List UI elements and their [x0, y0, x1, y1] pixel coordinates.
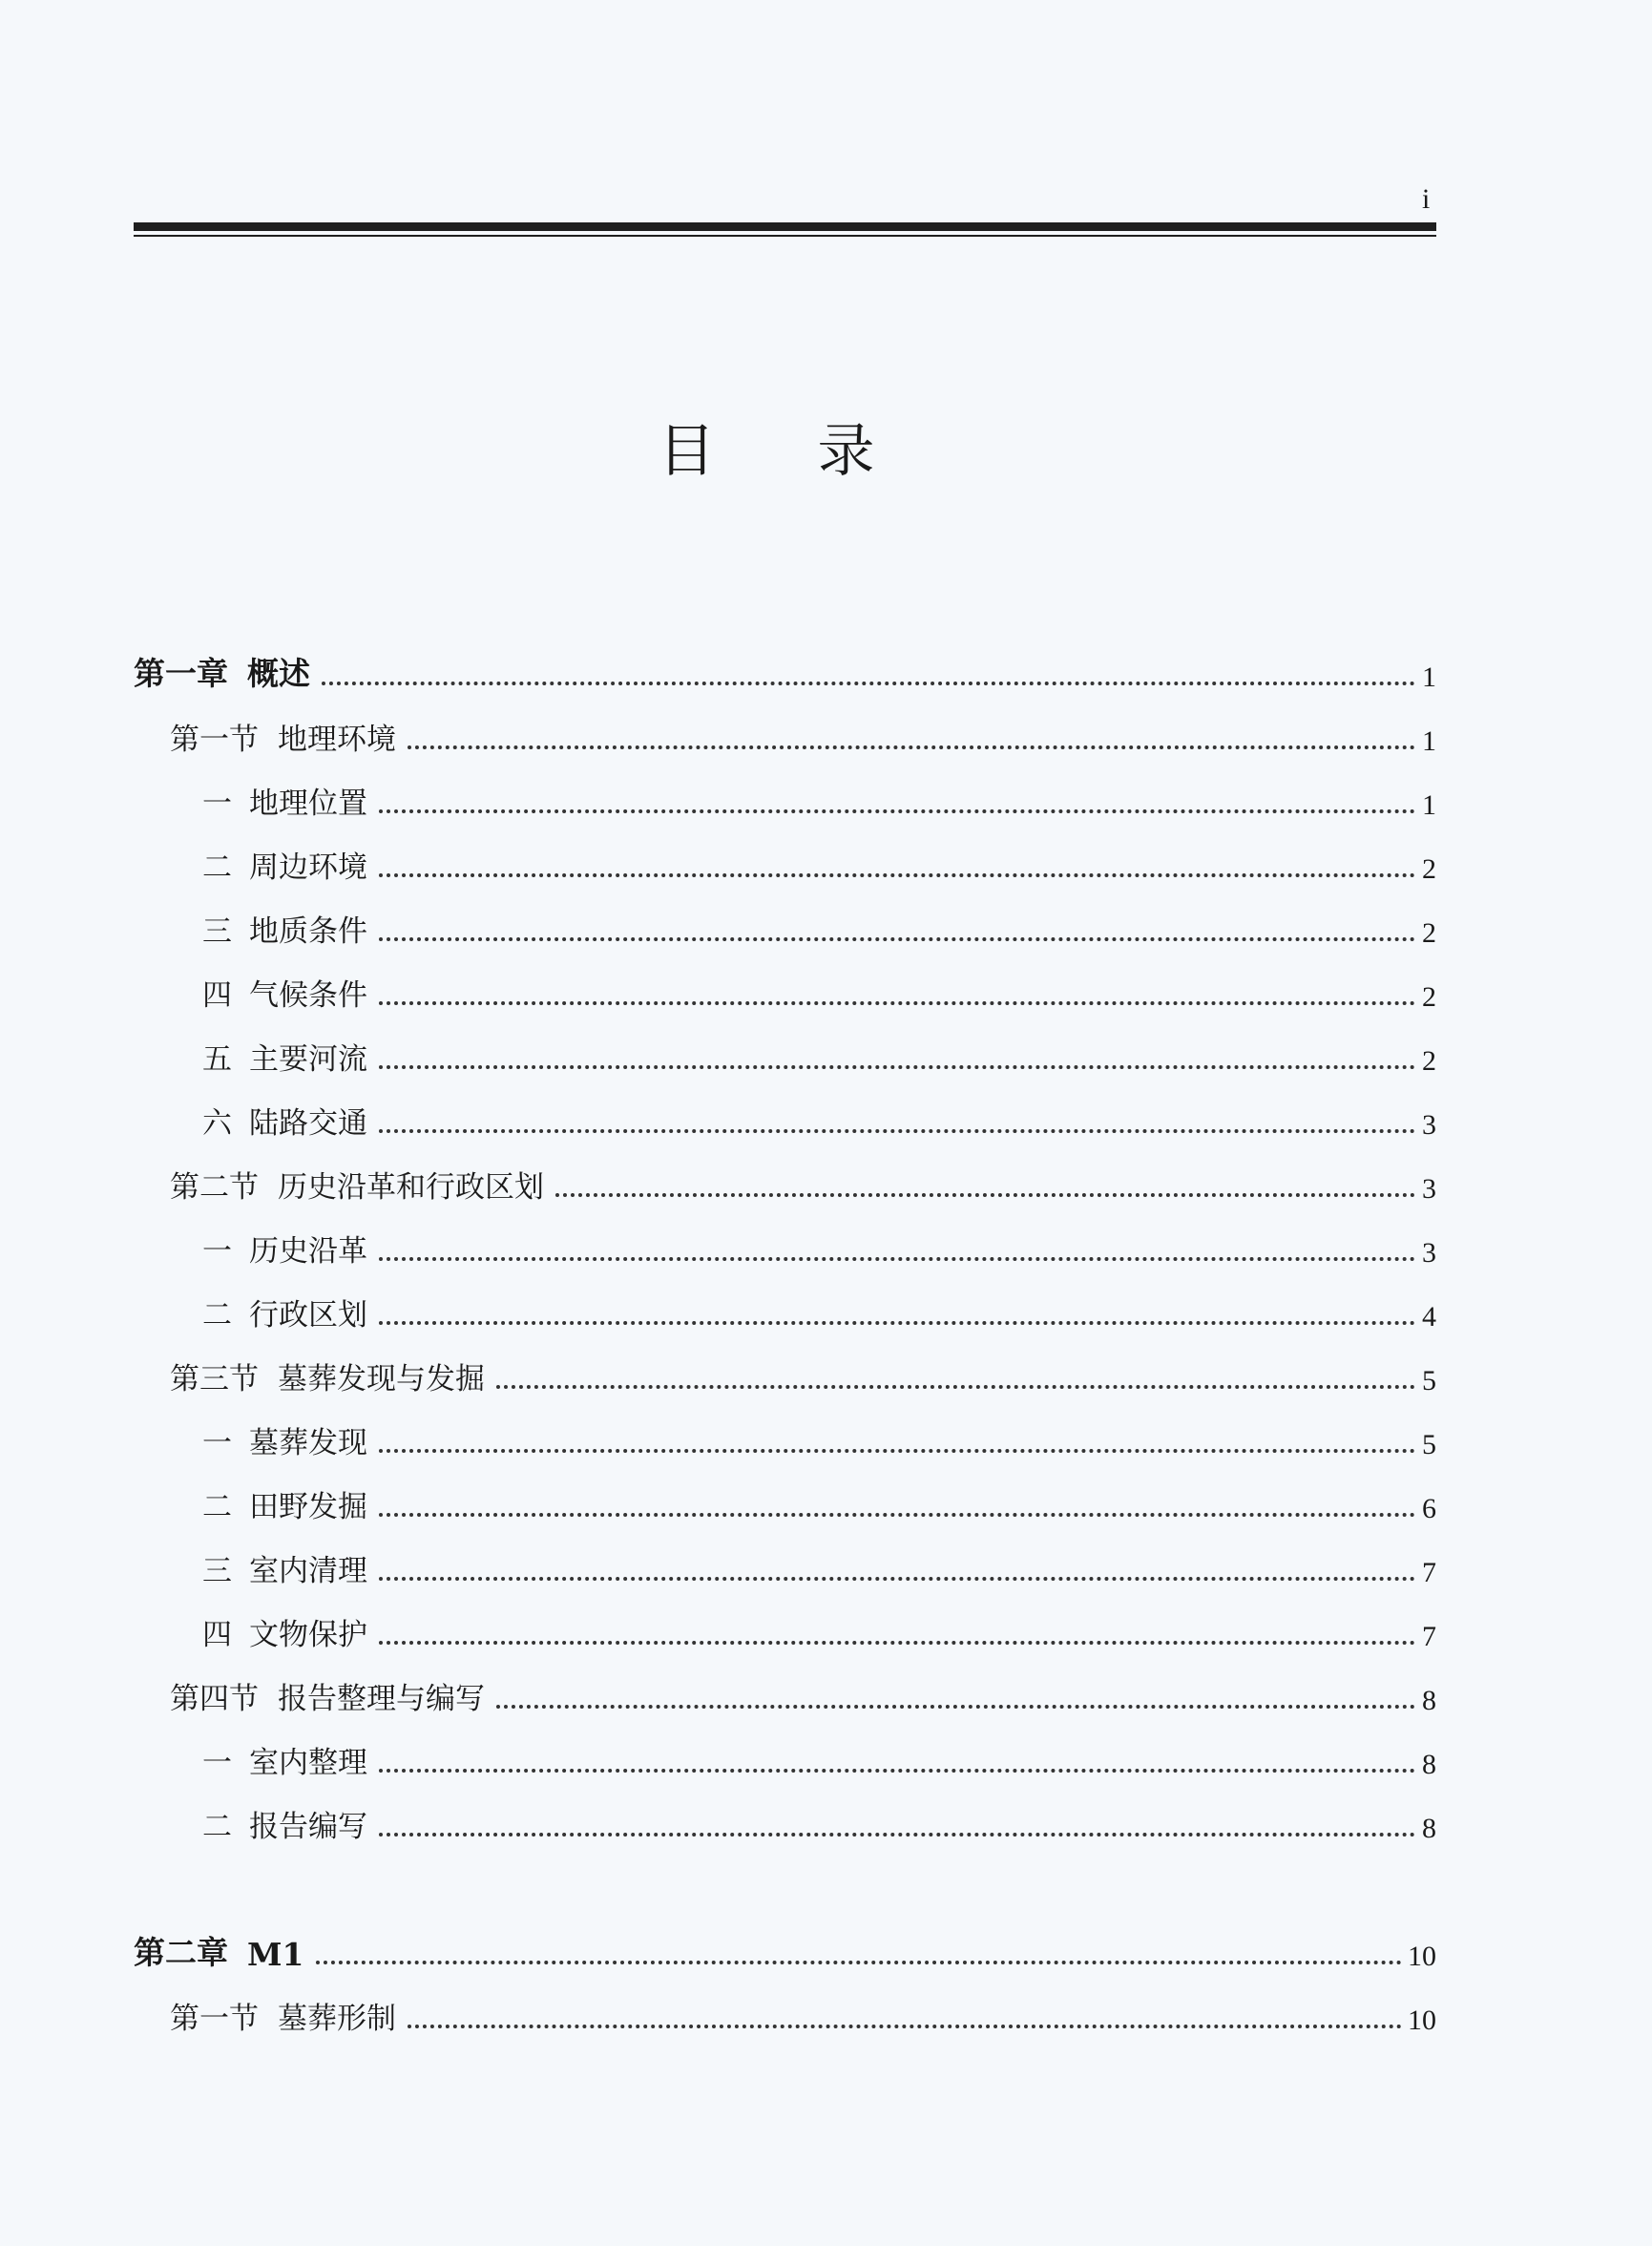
- toc-subsection-entry[interactable]: [134, 1589, 1436, 1653]
- toc-subsection-entry[interactable]: [134, 1206, 1436, 1270]
- toc-entry-label: 室内清理: [249, 1554, 367, 1588]
- toc-entry-number: 第一节: [170, 2002, 259, 2036]
- toc-subsection-entry[interactable]: [134, 1270, 1436, 1333]
- toc-leader-dots: [496, 1705, 1415, 1709]
- toc-entry-number: 四: [202, 1618, 232, 1652]
- toc-entry-page: 7: [1422, 1621, 1436, 1652]
- toc-entry-number: 第三节: [170, 1362, 259, 1396]
- toc-entry-page: 1: [1422, 661, 1436, 693]
- toc-entry-page: 5: [1422, 1429, 1436, 1460]
- toc-leader-dots: [379, 1641, 1415, 1645]
- toc-subsection-entry[interactable]: [134, 1014, 1436, 1078]
- toc-entry-number: 第四节: [170, 1682, 259, 1716]
- toc-entry-page: 3: [1422, 1237, 1436, 1269]
- toc-leader-dots: [379, 1129, 1415, 1133]
- toc-entry-number: 第一章: [134, 655, 228, 692]
- toc-entry-number: 一: [202, 787, 232, 821]
- toc-section-entry[interactable]: [134, 1973, 1436, 2037]
- toc-entry-number: 第二节: [170, 1170, 259, 1205]
- toc-entry-page: 6: [1422, 1493, 1436, 1524]
- toc-section-entry[interactable]: [134, 1653, 1436, 1717]
- toc-subsection-entry[interactable]: [134, 1397, 1436, 1461]
- toc-entry-label: 报告整理与编写: [278, 1682, 485, 1716]
- toc-entry-label: 气候条件: [249, 978, 367, 1013]
- toc-entry-page: 8: [1422, 1813, 1436, 1844]
- toc-leader-dots: [408, 2025, 1402, 2028]
- toc-leader-dots: [379, 1001, 1415, 1005]
- toc-leader-dots: [322, 682, 1415, 685]
- toc-entry-number: 二: [202, 850, 232, 885]
- toc-section-entry[interactable]: [134, 1333, 1436, 1397]
- toc-entry-number: 二: [202, 1810, 232, 1844]
- toc-entry-page: 1: [1422, 789, 1436, 821]
- toc-entry-label: 陆路交通: [249, 1106, 367, 1141]
- toc-entry-page: 4: [1422, 1301, 1436, 1333]
- toc-entry-label: 周边环境: [249, 850, 367, 885]
- toc-entry-label: M1: [247, 1936, 304, 1973]
- toc-entry-label: 墓葬发现与发掘: [278, 1362, 485, 1396]
- header-rule-thick: [134, 222, 1436, 231]
- toc-leader-dots: [316, 1961, 1403, 1964]
- toc-section-entry[interactable]: [134, 694, 1436, 758]
- toc-leader-dots: [379, 937, 1415, 941]
- toc-entry-label: 墓葬形制: [278, 2002, 396, 2036]
- toc-title: 目 录: [658, 418, 917, 485]
- toc-entry-label: 概述: [247, 655, 310, 692]
- toc-entry-label: 主要河流: [249, 1042, 367, 1077]
- toc-entry-label: 历史沿革和行政区划: [278, 1170, 544, 1205]
- toc-leader-dots: [379, 873, 1415, 877]
- toc-leader-dots: [379, 809, 1415, 813]
- toc-leader-dots: [379, 1257, 1415, 1261]
- page-number: i: [1422, 183, 1431, 215]
- toc-leader-dots: [379, 1769, 1415, 1773]
- toc-chapter-entry[interactable]: [134, 630, 1436, 694]
- toc-entry-page: 3: [1422, 1173, 1436, 1205]
- toc-subsection-entry[interactable]: [134, 1525, 1436, 1589]
- toc-entry-page: 5: [1422, 1365, 1436, 1396]
- toc-entry-number: 三: [202, 914, 232, 949]
- toc-leader-dots: [496, 1385, 1415, 1389]
- toc-entry-label: 文物保护: [249, 1618, 367, 1652]
- toc-subsection-entry[interactable]: [134, 822, 1436, 886]
- toc-entry-label: 历史沿革: [249, 1234, 367, 1269]
- toc-subsection-entry[interactable]: [134, 758, 1436, 822]
- toc-leader-dots: [379, 1577, 1415, 1581]
- toc-chapter-entry[interactable]: [134, 1909, 1436, 1973]
- toc-entry-page: 2: [1422, 1045, 1436, 1077]
- toc-entry-page: 3: [1422, 1109, 1436, 1141]
- toc-leader-dots: [408, 745, 1415, 749]
- toc-entry-number: 五: [202, 1042, 232, 1077]
- toc-entry-page: 1: [1422, 725, 1436, 757]
- toc-entry-label: 地理位置: [249, 787, 367, 821]
- toc-subsection-entry[interactable]: [134, 1717, 1436, 1781]
- toc-entry-number: 四: [202, 978, 232, 1013]
- toc-entry-number: 第二章: [134, 1934, 228, 1971]
- table-of-contents: [134, 630, 1436, 2037]
- toc-leader-dots: [379, 1065, 1415, 1069]
- toc-entry-number: 一: [202, 1426, 232, 1460]
- toc-entry-label: 田野发掘: [249, 1490, 367, 1524]
- toc-leader-dots: [379, 1449, 1415, 1453]
- toc-entry-label: 行政区划: [249, 1298, 367, 1333]
- toc-entry-label: 室内整理: [249, 1746, 367, 1780]
- toc-leader-dots: [379, 1321, 1415, 1325]
- toc-entry-page: 8: [1422, 1749, 1436, 1780]
- toc-entry-page: 8: [1422, 1685, 1436, 1716]
- toc-entry-page: 2: [1422, 981, 1436, 1013]
- toc-entry-number: 六: [202, 1106, 232, 1141]
- toc-leader-dots: [555, 1193, 1415, 1197]
- toc-entry-label: 报告编写: [249, 1810, 367, 1844]
- toc-entry-page: 10: [1408, 2005, 1436, 2036]
- toc-entry-number: 第一节: [170, 723, 259, 757]
- toc-subsection-entry[interactable]: [134, 886, 1436, 950]
- toc-entry-label: 地理环境: [278, 723, 396, 757]
- toc-subsection-entry[interactable]: [134, 1461, 1436, 1525]
- toc-subsection-entry[interactable]: [134, 1781, 1436, 1845]
- toc-leader-dots: [379, 1833, 1415, 1837]
- toc-leader-dots: [379, 1513, 1415, 1517]
- toc-subsection-entry[interactable]: [134, 1078, 1436, 1142]
- toc-section-entry[interactable]: [134, 1142, 1436, 1206]
- toc-entry-label: 墓葬发现: [249, 1426, 367, 1460]
- toc-entry-page: 7: [1422, 1557, 1436, 1588]
- toc-entry-number: 三: [202, 1554, 232, 1588]
- toc-entry-number: 二: [202, 1298, 232, 1333]
- toc-entry-label: 地质条件: [249, 914, 367, 949]
- header-rule-thin: [134, 235, 1436, 237]
- toc-entry-number: 二: [202, 1490, 232, 1524]
- toc-entry-number: 一: [202, 1234, 232, 1269]
- toc-entry-page: 10: [1408, 1941, 1436, 1972]
- toc-entry-number: 一: [202, 1746, 232, 1780]
- toc-entry-page: 2: [1422, 853, 1436, 885]
- toc-subsection-entry[interactable]: [134, 950, 1436, 1014]
- toc-entry-page: 2: [1422, 917, 1436, 949]
